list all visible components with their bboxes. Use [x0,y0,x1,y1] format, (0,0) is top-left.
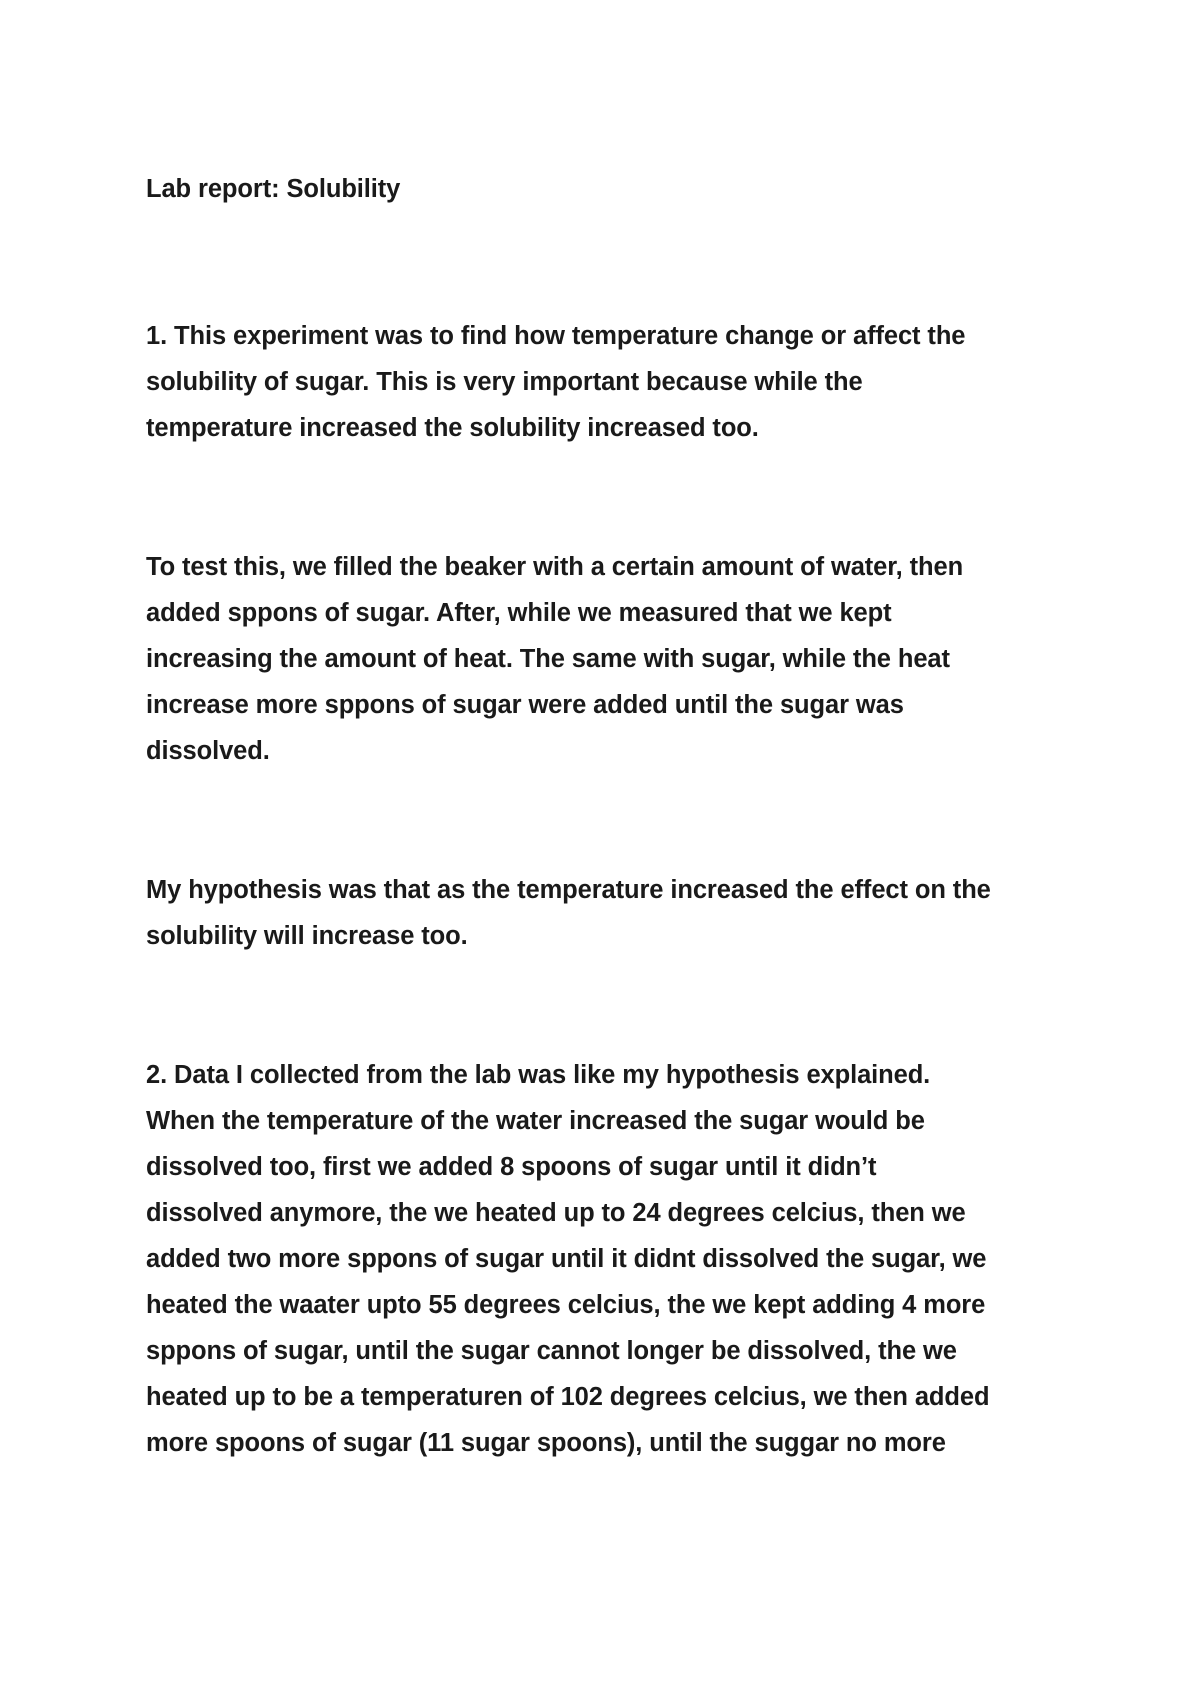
text-line: dissolved. [146,737,270,765]
text-line: When the temperature of the water increased the sugar would be [146,1107,925,1135]
spacer [146,959,1086,1052]
spacer [146,774,1086,867]
document-body [146,166,1086,1466]
text-line: dissolved anymore, the we heated up to 24 degrees celcius, then we [146,1199,966,1227]
text-line: added two more sppons of sugar until it didnt dissolved the sugar, we [146,1245,987,1273]
text-line: solubility of sugar. This is very important because while the [146,368,863,396]
spacer [146,212,1086,313]
text-line: temperature increased the solubility increased too. [146,414,759,442]
text-line: added sppons of sugar. After, while we measured that we kept [146,599,892,627]
text-line: 2. Data I collected from the lab was like my hypothesis explained. [146,1061,931,1089]
text-line: solubility will increase too. [146,922,468,950]
text-line: increase more sppons of sugar were added until the sugar was [146,691,904,719]
paragraph-hypothesis [146,867,1086,959]
paragraph-purpose [146,313,1086,451]
text-line: sppons of sugar, until the sugar cannot longer be dissolved, the we [146,1337,957,1365]
paragraph-method [146,544,1086,774]
text-line: dissolved too, first we added 8 spoons of sugar until it didn’t [146,1153,877,1181]
text-line: more spoons of sugar (11 sugar spoons), until the suggar no more [146,1429,946,1457]
text-line: heated the waater upto 55 degrees celcius, the we kept adding 4 more [146,1291,986,1319]
text-line: My hypothesis was that as the temperature increased the effect on the [146,876,991,904]
text-line: To test this, we filled the beaker with a certain amount of water, then [146,553,964,581]
paragraph-data [146,1052,1086,1466]
document-title: Lab report: Solubility [146,175,401,203]
text-line: 1. This experiment was to find how temperature change or affect the [146,322,966,350]
spacer [146,451,1086,544]
text-line: increasing the amount of heat. The same with sugar, while the heat [146,645,950,673]
text-line: heated up to be a temperaturen of 102 degrees celcius, we then added [146,1383,990,1411]
